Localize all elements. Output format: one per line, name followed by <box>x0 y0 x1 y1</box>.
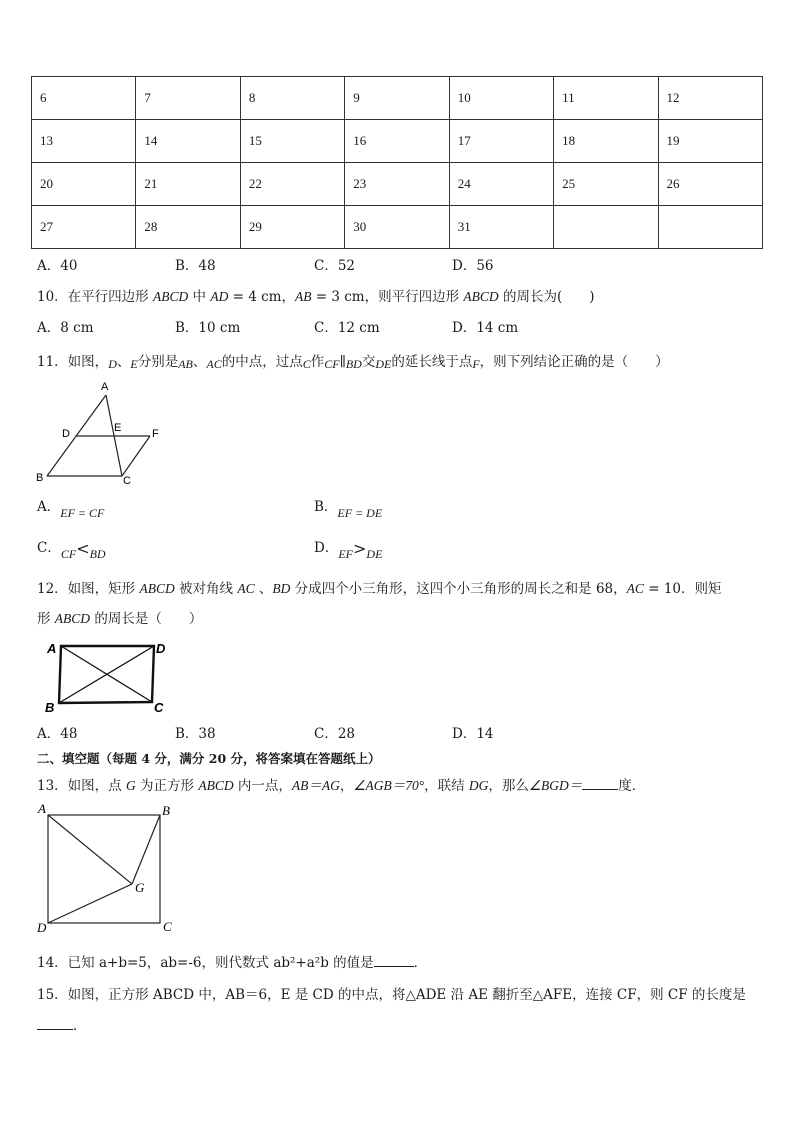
q9-option-c: C．52 <box>314 258 356 274</box>
label-a: A <box>47 641 57 656</box>
q11-option-d: D．EF>DE <box>314 539 383 561</box>
q15-stem-line2: ． <box>37 1014 87 1034</box>
calendar-table <box>31 76 763 249</box>
calendar-cell: 24 <box>449 163 553 206</box>
q10-option-b: B．10 cm <box>175 320 241 336</box>
q12-option-b: B．38 <box>175 726 216 742</box>
calendar-cell: 10 <box>449 77 553 120</box>
calendar-cell: 20 <box>32 163 136 206</box>
label-d: D <box>62 428 70 440</box>
calendar-cell: 23 <box>345 163 449 206</box>
calendar-row <box>32 77 763 120</box>
q15-answer-blank[interactable] <box>37 1017 73 1030</box>
q11-option-b: B．EF = DE <box>314 499 383 520</box>
q15-stem-line1: 15．如图，正方形 ABCD 中，AB＝6，E 是 CD 的中点，将△ADE 沿 AE 翻折至△AFE，连接 CF，则 CF 的长度是 <box>37 987 746 1003</box>
calendar-cell: 26 <box>658 163 762 206</box>
label-e: E <box>114 422 122 434</box>
q9-option-d: D．56 <box>452 258 494 274</box>
calendar-cell: 22 <box>240 163 344 206</box>
calendar-cell: 7 <box>136 77 240 120</box>
label-b: B <box>162 803 170 818</box>
q14-stem: 14．已知 a+b=5，ab=-6，则代数式 ab²+a²b 的值是 ． <box>37 955 428 971</box>
segment-cf <box>122 436 150 476</box>
calendar-cell: 14 <box>136 120 240 163</box>
calendar-cell: 15 <box>240 120 344 163</box>
calendar-cell: 27 <box>32 206 136 249</box>
q14-answer-blank[interactable] <box>374 954 414 967</box>
q12-stem-line1: 12．如图，矩形 ABCD 被对角线 AC 、BD 分成四个小三角形，这四个小三角形的周长之和是 68，AC = 10．则矩 <box>37 581 722 597</box>
calendar-cell: 12 <box>658 77 762 120</box>
calendar-row <box>32 206 763 249</box>
calendar-cell <box>658 206 762 249</box>
label-f: F <box>152 428 159 440</box>
segment-bg <box>132 815 160 884</box>
q10-option-c: C．12 cm <box>314 320 380 336</box>
q10-option-a: A．8 cm <box>37 320 94 336</box>
label-c: C <box>163 919 172 934</box>
calendar-cell <box>554 206 658 249</box>
label-c: C <box>154 700 164 715</box>
q12-option-a: A．48 <box>37 726 78 742</box>
q11-option-a: A．EF = CF <box>37 499 105 520</box>
calendar-cell: 18 <box>554 120 658 163</box>
square-abcd <box>48 815 160 923</box>
label-b: B <box>45 700 55 715</box>
q12-stem-line2: 形 ABCD 的周长是（ ） <box>37 611 203 627</box>
q11-option-c: C．CF<BD <box>37 539 106 561</box>
q9-option-b: B．48 <box>175 258 216 274</box>
q9-option-a: A．40 <box>37 258 78 274</box>
section-heading-fill-in: 二、填空题（每题 4 分，满分 20 分，将答案填在答题纸上） <box>37 751 381 766</box>
q10-stem: 10．在平行四边形 ABCD 中 AD = 4 cm，AB = 3 cm，则平行四边形 ABCD 的周长为( ) <box>37 289 595 305</box>
q11-figure <box>30 376 170 488</box>
q13-figure <box>32 798 182 938</box>
calendar-cell: 28 <box>136 206 240 249</box>
calendar-cell: 11 <box>554 77 658 120</box>
q12-option-d: D．14 <box>452 726 494 742</box>
label-g: G <box>135 880 145 895</box>
label-d: D <box>37 920 47 935</box>
label-a: A <box>38 801 46 816</box>
segment-ag <box>48 815 132 884</box>
q11-stem: 11．如图，D、E分别是AB、AC的中点，过点C作CF∥BD交DE的延长线于点F，则下列结论正确的是（ ） <box>37 354 669 371</box>
label-d: D <box>156 641 166 656</box>
label-b: B <box>36 472 44 484</box>
label-c: C <box>123 475 131 487</box>
calendar-cell: 21 <box>136 163 240 206</box>
calendar-cell: 8 <box>240 77 344 120</box>
calendar-cell: 19 <box>658 120 762 163</box>
q10-option-d: D．14 cm <box>452 320 519 336</box>
calendar-row <box>32 120 763 163</box>
q12-figure <box>40 636 175 716</box>
calendar-cell: 25 <box>554 163 658 206</box>
calendar-cell: 29 <box>240 206 344 249</box>
q12-option-c: C．28 <box>314 726 356 742</box>
calendar-cell: 30 <box>345 206 449 249</box>
calendar-cell: 9 <box>345 77 449 120</box>
calendar-cell: 31 <box>449 206 553 249</box>
label-a: A <box>101 381 109 393</box>
q13-stem: 13．如图，点 G 为正方形 ABCD 内一点，AB＝AG，∠AGB＝70°，联结 DG，那么∠BGD＝ 度． <box>37 778 646 794</box>
calendar-cell: 17 <box>449 120 553 163</box>
calendar-row <box>32 163 763 206</box>
segment-dg <box>48 884 132 923</box>
calendar-cell: 16 <box>345 120 449 163</box>
calendar-cell: 13 <box>32 120 136 163</box>
calendar-cell: 6 <box>32 77 136 120</box>
q13-answer-blank[interactable] <box>582 777 618 790</box>
